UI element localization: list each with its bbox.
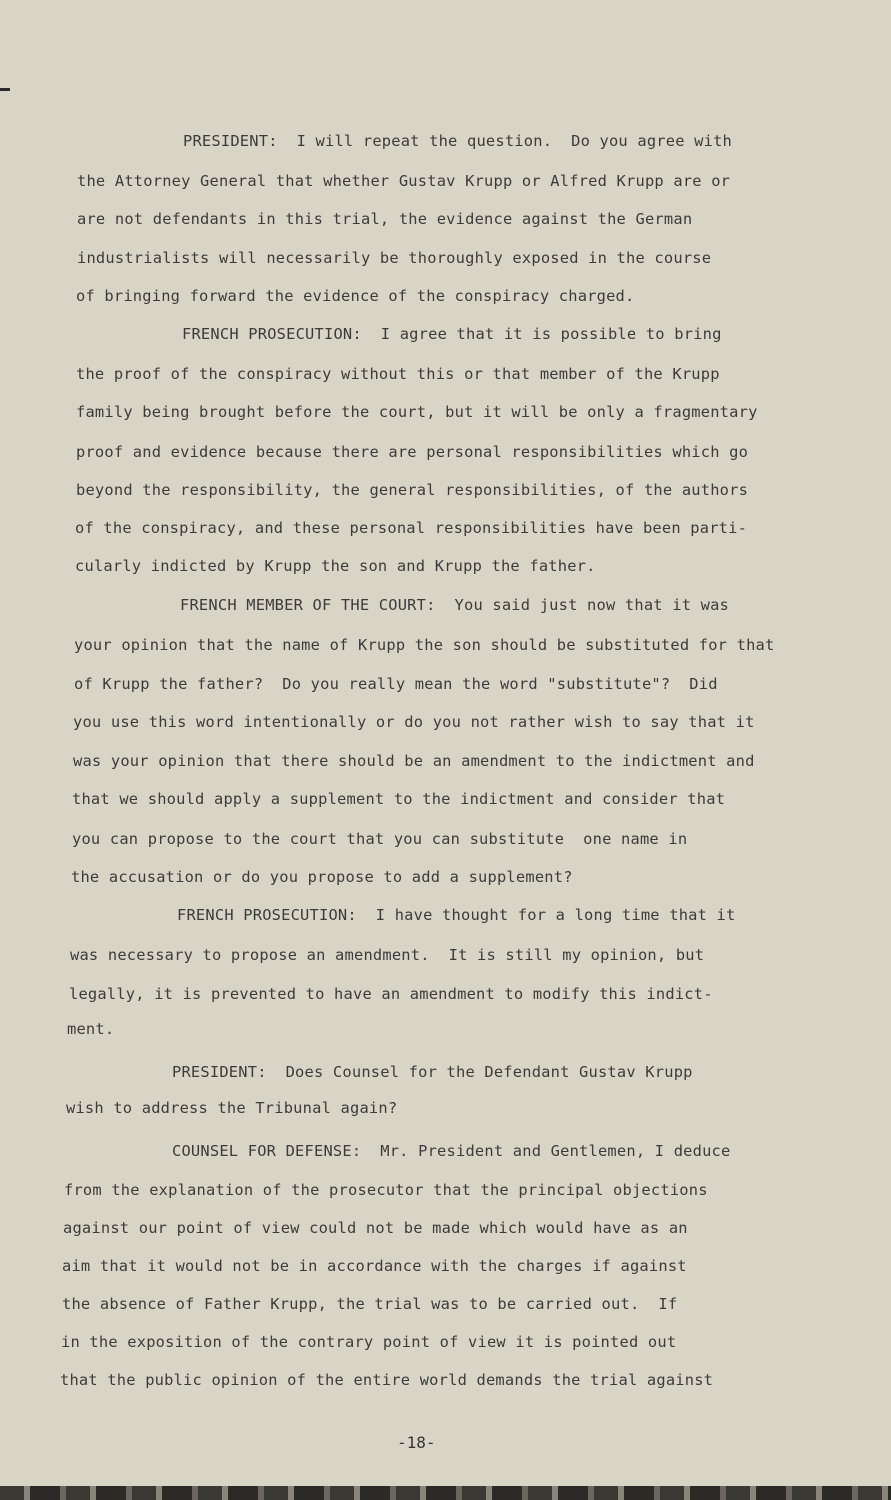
- text-line: against our point of view could not be made which would have as an: [63, 1219, 688, 1237]
- text-line: from the explanation of the prosecutor that the principal objections: [64, 1181, 708, 1199]
- text-line: of Krupp the father? Do you really mean the word "substitute"? Did: [74, 675, 718, 693]
- text-line: FRENCH MEMBER OF THE COURT: You said just now that it was: [180, 596, 730, 614]
- text-line: your opinion that the name of Krupp the son should be substituted for that: [74, 636, 775, 654]
- text-line: was necessary to propose an amendment. It is still my opinion, but: [70, 946, 705, 964]
- text-line: the accusation or do you propose to add a supplement?: [71, 868, 573, 886]
- text-line: industrialists will necessarily be thoroughly exposed in the course: [77, 249, 712, 267]
- text-line: in the exposition of the contrary point of view it is pointed out: [61, 1333, 677, 1351]
- text-line: beyond the responsibility, the general responsibilities, of the authors: [76, 481, 749, 499]
- text-line: FRENCH PROSECUTION: I agree that it is possible to bring: [182, 325, 722, 343]
- text-line: legally, it is prevented to have an amendment to modify this indict-: [69, 985, 713, 1003]
- text-line: FRENCH PROSECUTION: I have thought for a long time that it: [177, 906, 736, 924]
- text-line: of the conspiracy, and these personal responsibilities have been parti-: [75, 519, 748, 537]
- text-line: of bringing forward the evidence of the conspiracy charged.: [76, 287, 635, 305]
- film-edge: [0, 1486, 891, 1500]
- text-line: you can propose to the court that you can substitute one name in: [72, 830, 688, 848]
- text-line: cularly indicted by Krupp the son and Krupp the father.: [75, 557, 596, 575]
- page-number: -18-: [397, 1433, 436, 1452]
- text-line: ment.: [67, 1020, 115, 1038]
- margin-mark: [0, 88, 10, 91]
- text-line: was your opinion that there should be an amendment to the indictment and: [73, 752, 755, 770]
- text-line: family being brought before the court, but it will be only a fragmentary: [76, 403, 758, 421]
- text-line: that we should apply a supplement to the indictment and consider that: [72, 790, 726, 808]
- text-line: the proof of the conspiracy without this or that member of the Krupp: [76, 365, 720, 383]
- text-line: you use this word intentionally or do you not rather wish to say that it: [73, 713, 755, 731]
- text-line: wish to address the Tribunal again?: [66, 1099, 398, 1117]
- text-line: that the public opinion of the entire world demands the trial against: [60, 1371, 714, 1389]
- text-line: PRESIDENT: Does Counsel for the Defendant Gustav Krupp: [172, 1063, 693, 1081]
- text-line: aim that it would not be in accordance with the charges if against: [62, 1257, 687, 1275]
- text-line: the Attorney General that whether Gustav Krupp or Alfred Krupp are or: [77, 172, 731, 190]
- text-line: COUNSEL FOR DEFENSE: Mr. President and Gentlemen, I deduce: [172, 1142, 731, 1160]
- text-line: are not defendants in this trial, the evidence against the German: [77, 210, 693, 228]
- text-line: proof and evidence because there are personal responsibilities which go: [76, 443, 749, 461]
- text-line: the absence of Father Krupp, the trial was to be carried out. If: [62, 1295, 678, 1313]
- text-line: PRESIDENT: I will repeat the question. Do you agree with: [183, 132, 733, 150]
